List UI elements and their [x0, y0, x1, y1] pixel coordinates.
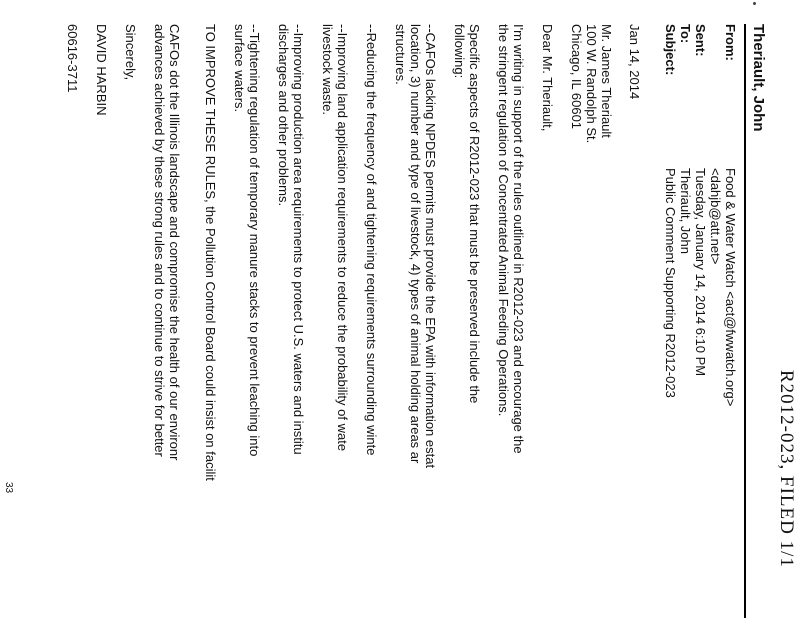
from-label: From: [723, 24, 738, 61]
aspect-item-2: --Reducing the frequency of and tightening requirements surrounding winte [364, 24, 379, 456]
header-rule [744, 24, 746, 618]
intro-line: the stringent regulation of Concentrated Animal Feeding Operations. [496, 24, 511, 417]
aspect-item-3: --Improving land application requirements to reduce the probability of wate [335, 24, 350, 452]
aspect-item-5: surface waters. [232, 24, 247, 113]
aspects-intro-line: Specific aspects of R2012-023 that must be preserved include the [467, 24, 482, 404]
to-value: Theriault, John [678, 168, 693, 254]
aspect-item-5: --Tightening regulation of temporary manure stacks to prevent leaching into [247, 24, 262, 457]
aspect-item-1: location, 3) number and type of livestock, 4) types of animal holding areas ar [408, 24, 423, 464]
address-line: Mr. James Theriault [599, 24, 614, 138]
salutation: Dear Mr. Theriault, [540, 24, 555, 132]
address-line: 100 W. Randolph St. [584, 24, 599, 144]
subject-value: Public Comment Supporting R2012-023 [663, 168, 678, 398]
sender-name: Theriault, John [750, 24, 767, 132]
from-value: Food & Water Watch <act@fwwatch.org> [723, 168, 738, 407]
aspect-item-3: livestock waste. [320, 24, 335, 116]
intro-line: I'm writing in support of the rules outlined in R2012-023 and encourage the [511, 24, 526, 454]
signer-name: DAVID HARBIN [94, 24, 109, 116]
scan-speck [753, 2, 756, 5]
letter-date: Jan 14, 2014 [627, 24, 642, 100]
closing-line: CAFOs dot the Illinois landscape and compromise the health of our environr [167, 24, 182, 461]
aspects-intro-line: following: [452, 24, 467, 79]
appeal-line: TO IMPROVE THESE RULES, the Pollution Control Board could insist on facilit [203, 24, 218, 481]
closing-line: advances achieved by these strong rules and to continue to strive for better [152, 24, 167, 457]
aspect-item-4: discharges and other problems. [276, 24, 291, 207]
sent-value: Tuesday, January 14, 2014 6:10 PM [693, 168, 708, 377]
to-label: To: [678, 24, 693, 44]
aspect-item-4: --Improving production area requirements to protect U.S. waters and institu [291, 24, 306, 455]
signer-zip: 60616-3711 [65, 24, 80, 93]
from-value-line2: <dahjb@att.net> [708, 168, 723, 265]
docket-header: R2012-023, FILED 1/1 [776, 370, 797, 568]
sent-label: Sent: [693, 24, 708, 57]
aspect-item-1: structures. [393, 24, 408, 85]
address-line: Chicago, IL 60601 [569, 24, 584, 130]
aspect-item-1: --CAFOs lacking NPDES permits must provide the EPA with information estat [423, 24, 438, 469]
signoff: Sincerely, [123, 24, 138, 81]
page-number: 33 [3, 482, 14, 494]
subject-label: Subject: [663, 24, 678, 76]
